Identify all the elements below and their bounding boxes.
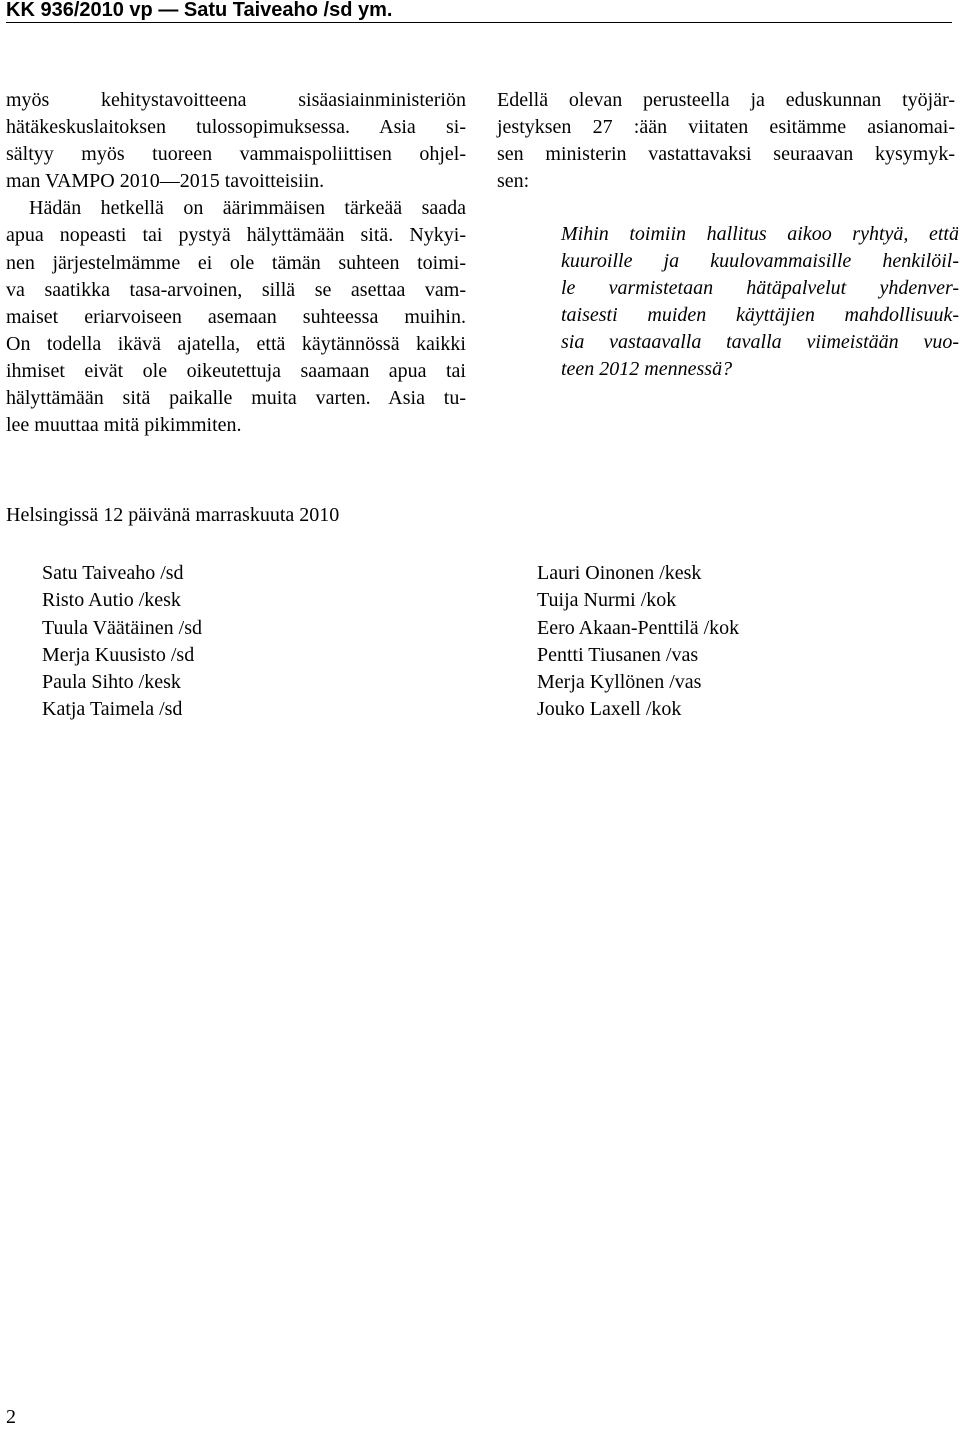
page-header [6, 0, 952, 23]
signer-name: Risto Autio /kesk [42, 589, 181, 612]
body-text-line: man VAMPO 2010—2015 tavoitteisiin. [6, 170, 325, 193]
signer-name: Tuula Väätäinen /sd [42, 616, 202, 639]
signer-name: Paula Sihto /kesk [42, 671, 181, 694]
question-line: kuuroille ja kuulovammaisille henkilöil- [561, 250, 959, 273]
body-text-line: ihmiset eivät ole oikeutettuja saamaan apua tai [6, 359, 466, 382]
signer-name: Pentti Tiusanen /vas [537, 643, 699, 666]
signers-right-list [537, 560, 739, 724]
question-line: taisesti muiden käyttäjien mahdollisuuk- [561, 304, 959, 327]
body-text-line: myös kehitystavoitteena sisäasiainministeriön [6, 89, 466, 111]
body-text-line: sen ministerin vastattavaksi seuraavan kysymyk- [497, 143, 955, 166]
signer-name: Katja Taimela /sd [42, 698, 183, 721]
question-line: le varmistetaan hätäpalvelut yhdenver- [561, 277, 959, 300]
body-text-line: va saatikka tasa-arvoinen, sillä se asettaa vam- [6, 278, 466, 301]
body-text-line: sen: [497, 170, 530, 193]
left-text-column [6, 87, 466, 439]
signer-name: Eero Akaan-Penttilä /kok [537, 616, 740, 639]
body-text-line: apua nopeasti tai pystyä hälyttämään sitä. Nykyi- [6, 224, 466, 247]
signer-name: Merja Kyllönen /vas [537, 671, 702, 694]
signer-name: Satu Taiveaho /sd [42, 562, 184, 584]
body-text-line: hätäkeskuslaitoksen tulossopimuksessa. Asia si- [6, 116, 466, 139]
signer-name: Merja Kuusisto /sd [42, 643, 195, 666]
question-line: sia vastaavalla tavalla viimeistään vuo- [561, 331, 959, 354]
question-line: teen 2012 mennessä? [561, 358, 733, 381]
body-text-line: lee muuttaa mitä pikimmiten. [6, 414, 242, 437]
body-text-line: maiset eriarvoiseen asemaan suhteessa muihin. [6, 305, 466, 328]
signer-name: Lauri Oinonen /kesk [537, 562, 702, 584]
signer-name: Tuija Nurmi /kok [537, 589, 677, 612]
body-text-line: hälyttämään sitä paikalle muita varten. Asia tu- [6, 387, 466, 410]
signer-name: Jouko Laxell /kok [537, 698, 682, 721]
body-text-line: Edellä olevan perusteella ja eduskunnan työjär- [497, 89, 955, 111]
body-text-line: nen järjestelmämme ei ole tämän suhteen toimi- [6, 251, 466, 274]
body-text-line: jestyksen 27 :ään viitaten esitämme asianomai- [497, 116, 955, 139]
body-text-line: Hädän hetkellä on äärimmäisen tärkeää saada [29, 197, 466, 220]
document-title: KK 936/2010 vp — Satu Taiveaho /sd ym. [6, 0, 393, 21]
date-place-line: Helsingissä 12 päivänä marraskuuta 2010 [6, 504, 340, 526]
question-line: Mihin toimiin hallitus aikoo ryhtyä, että [561, 223, 959, 245]
page-number: 2 [6, 1406, 16, 1428]
right-text-column [497, 87, 955, 195]
question-block [561, 221, 959, 384]
body-text-line: sältyy myös tuoreen vammaispoliittisen ohjel- [6, 143, 466, 166]
signers-left-list [42, 560, 202, 724]
body-text-line: On todella ikävä ajatella, että käytännössä kaikki [6, 332, 466, 355]
